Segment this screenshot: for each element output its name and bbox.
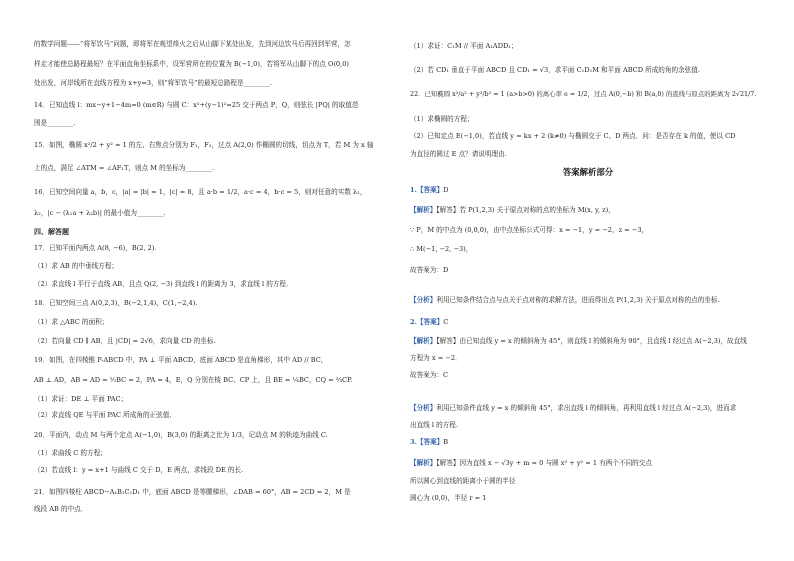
text-line: （1）求椭圆的方程；	[410, 115, 474, 123]
answer-line	[410, 296, 720, 305]
text-line: （2）已知定点 E(−1,0)，若直线 y = kx + 2 (k≠0) 与椭圆交于 C、D 两点．问：是否存在 k 的值，使以 CD	[410, 132, 736, 140]
answer-line	[410, 226, 648, 235]
text-line: 线段 AB 的中点.	[34, 505, 83, 513]
text-line: （2）若 CD₁ 垂直于平面 ABCD 且 CD₁ = √3，求平面 C₁D₁M 和平面 ABCD 所成的角的余弦值.	[410, 66, 700, 74]
answer-line	[410, 318, 448, 327]
answer-section-title: 答案解析部分	[562, 167, 614, 177]
question-18: 18．已知空间三点 A(0,2,3)，B(−2,1,4)，C(1,−2,4).	[34, 299, 198, 307]
text-line: （2）若直线 l：y = x+1 与曲线 C 交于 D，E 两点，求线段 DE 的长.	[34, 466, 244, 474]
answer-line	[410, 494, 486, 503]
answer-text: 【解答】由已知直线 y = x 的倾斜角为 45°，则直线 l 的倾斜角为 90°，且直线 l 经过点 A(−2,3)，故直线	[436, 337, 747, 345]
question-20: 20．平面内，动点 M 与两个定点 A(−1,0)，B(3,0) 的距离之比为 1/3，记动点 M 的轨迹为曲线 C.	[34, 431, 328, 439]
text-line: 围是________.	[34, 119, 76, 127]
text-line: AB ⊥ AD，AB = AD = ½BC = 2，PA = 4，E，Q 分别在棱 BC、CP 上，且 BE = ¼BC，CQ = ⅔CP.	[34, 376, 353, 384]
text-line: （2）求直线 l 平行于直线 AB，且点 Q(2, −3) 到直线 l 的距离为 3，求直线 l 的方程.	[34, 280, 289, 288]
text-line: （1）求证：C₁M // 平面 A₁ADD₁；	[410, 42, 518, 50]
answer-text: 【解答】若 P(1,2,3) 关于原点对称的点的坐标为 M(x, y, z)，	[436, 206, 615, 214]
answer-tag: 1.【答案】	[410, 186, 444, 194]
answer-line	[410, 371, 448, 380]
answer-line	[410, 186, 449, 195]
answer-text: 所以圆心到直线的距离小于圆的半径	[410, 477, 516, 485]
answer-text: 出直线 l 的方程.	[410, 421, 458, 429]
question-14: 14．已知直线 l：mx−y+1−4m=0 (m∈R) 与圆 C：x²+(y−1)²=25 交于两点 P，Q，则弦长 |PQ| 的取值范	[34, 101, 359, 109]
section-heading: 四、解答题	[34, 227, 69, 236]
text-line: （1）求 AB 的中垂线方程；	[34, 262, 118, 270]
text-line: 处出发，河岸线所在直线方程为 x+y=3，则“将军饮马”的最短总路程是________.	[34, 79, 273, 87]
question-22: 22．已知椭圆 x²/a² + y²/b² = 1 (a>b>0) 的离心率 e = 1/2，过点 A(0,−b) 和 B(a,0) 的直线与原点的距离为 2√21/7.	[410, 90, 757, 98]
answer-line	[410, 206, 615, 215]
answer-text: B	[443, 438, 449, 446]
answer-tag: 2.【答案】	[410, 318, 444, 326]
answer-line	[410, 438, 448, 447]
text-line: 上的点，满足 ∠ATM = ∠AF₁T，则点 M 的坐标为________.	[34, 164, 214, 172]
answer-line	[410, 404, 736, 413]
answer-text: ∵ P，M 的中点为 (0,0,0)，由中点坐标公式可得：x = −1，y = −2，z = −3，	[410, 226, 649, 234]
question-16: 16．已知空间向量 a，b，c，|a| = |b| = 1，|c| = 8，且 a·b = 1/2，a·c = 4，b·c = 5，则对任意的实数 λ₁，	[34, 188, 367, 196]
question-19: 19．如图，在四棱锥 P-ABCD 中，PA ⊥ 平面 ABCD，底面 ABCD 是直角梯形，其中 AD // BC，	[34, 356, 328, 364]
text-line: （1）求证：DE ⊥ 平面 PAC；	[34, 395, 128, 403]
answer-line	[410, 266, 448, 275]
question-17: 17．已知平面内两点 A(8, −6)，B(2, 2).	[34, 244, 157, 252]
text-line: （2）若向量 CD ∥ AB，且 |CD| = 2√6，求向量 CD 的坐标.	[34, 337, 216, 345]
answer-line	[410, 354, 462, 363]
text-line: 样走才能使总路程最短？在平面直角坐标系中，设军营所在的位置为 B(−1,0)，若将军从山脚下的点 O(0,0)	[34, 60, 349, 68]
answer-text: D	[443, 186, 449, 194]
answer-tag: 【解析】	[410, 337, 437, 345]
answer-line	[410, 245, 472, 254]
answer-tag: 【解析】	[410, 206, 437, 214]
question-21: 21．如图四棱柱 ABCD−A₁B₁C₁D₁ 中，底面 ABCD 是等腰梯形，∠DAB = 60°，AB = 2CD = 2，M 是	[34, 488, 351, 496]
answer-text: 圆心为 (0,0)，半径 r = 1	[410, 494, 487, 502]
text-line: 的数学问题——“将军饮马”问题，即将军在观望烽火之后从山脚下某处出发，先到河边饮马后再回到军营，怎	[34, 40, 351, 48]
text-line: （1）求 △ABC 的面积；	[34, 318, 109, 326]
question-15: 15．如图，椭圆 x²/2 + y² = 1 的左、右焦点分别为 F₁，F₂，过点 A(2,0) 作椭圆的切线，切点为 T，若 M 为 x 轴	[34, 141, 374, 149]
answer-tag: 【解析】	[410, 459, 437, 467]
answer-line	[410, 459, 652, 468]
text-line: λ₂，|c − (λ₁a + λ₂b)| 的最小值为________.	[34, 209, 166, 217]
answer-text: ∴ M(−1, −2, −3)，	[410, 245, 473, 253]
text-line: （2）求直线 QE 与平面 PAC 所成角的正弦值.	[34, 411, 172, 419]
answer-text: 利用已知条件结合点与点关于点对称的求解方法，进而得出点 P(1,2,3) 关于原点对称的点的坐标.	[436, 296, 720, 304]
answer-tag: 【分析】	[410, 296, 437, 304]
text-line: （1）求曲线 C 的方程；	[34, 449, 107, 457]
answer-line	[410, 337, 747, 346]
answer-line	[410, 477, 516, 486]
answer-text: 故答案为：D	[410, 266, 449, 274]
answer-text: 故答案为：C	[410, 371, 449, 379]
answer-line	[410, 421, 458, 430]
answer-text: 利用已知条件直线 y = x 的倾斜角 45°，求出直线 l 的倾斜角，再利用直线 l 经过点 A(−2,3)，进而求	[436, 404, 737, 412]
answer-text: 方程为 x = −2．	[410, 354, 462, 362]
answer-text: C	[443, 318, 449, 326]
text-line: 为直径的圆过 E 点？请说明理由.	[410, 150, 507, 158]
answer-tag: 3.【答案】	[410, 438, 444, 446]
answer-text: 【解答】因为直线 x − √3y + m = 0 与圆 x² + y² = 1 有两个不同的交点	[436, 459, 652, 467]
answer-tag: 【分析】	[410, 404, 437, 412]
